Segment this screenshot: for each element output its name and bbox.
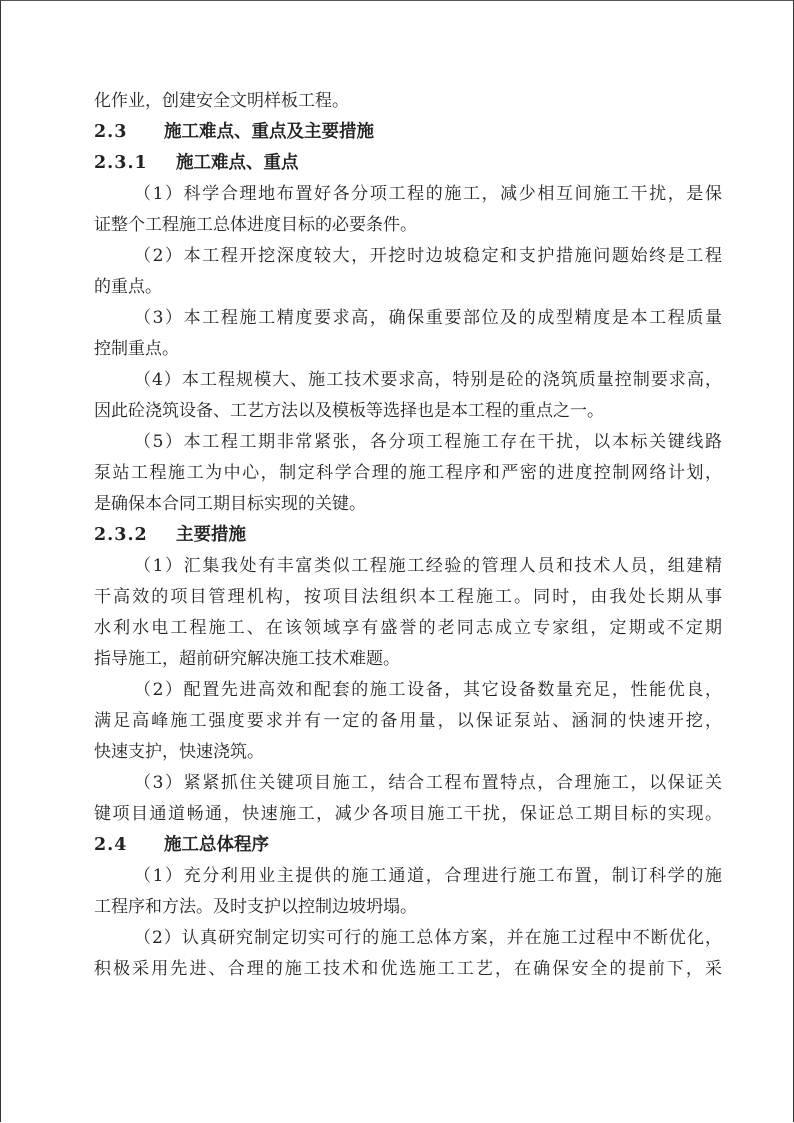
paragraph-line: 键项目通道畅通，快速施工，减少各项目施工干扰，保证总工期目标的实现。 xyxy=(94,804,722,824)
paragraph-line: 干高效的项目管理机构，按项目法组织本工程施工。同时，由我处长期从事 xyxy=(94,587,722,607)
paragraph-line: 水利水电工程施工、在该领域享有盛誉的老同志成立专家组，定期或不定期 xyxy=(94,618,722,638)
paragraph-line: 证整个工程施工总体进度目标的必要条件。 xyxy=(94,215,417,235)
paragraph-line: （2）配置先进高效和配套的施工设备，其它设备数量充足，性能优良， xyxy=(134,680,722,700)
document-body xyxy=(94,86,722,985)
section-heading xyxy=(94,520,722,551)
paragraph-line: 是确保本合同工期目标实现的关键。 xyxy=(94,494,366,514)
section-heading xyxy=(94,148,722,179)
paragraph-line: （1）科学合理地布置好各分项工程的施工，减少相互间施工干扰，是保 xyxy=(134,184,722,204)
section-heading xyxy=(94,830,722,861)
paragraph-line: 指导施工，超前研究解决施工技术难题。 xyxy=(94,649,400,669)
paragraph-line: 满足高峰施工强度要求并有一定的备用量，以保证泵站、涵洞的快速开挖， xyxy=(94,711,722,731)
paragraph-line: （2）本工程开挖深度较大，开挖时边坡稳定和支护措施问题始终是工程 xyxy=(134,246,722,266)
paragraph-line: 因此砼浇筑设备、工艺方法以及模板等选择也是本工程的重点之一。 xyxy=(94,401,604,421)
section-number: 2.3.2 xyxy=(94,525,148,545)
paragraph-line: 积极采用先进、合理的施工技术和优选施工工艺，在确保安全的提前下，采 xyxy=(94,959,722,979)
paragraph-line: 的重点。 xyxy=(94,277,162,297)
paragraph-line: （1）汇集我处有丰富类似工程施工经验的管理人员和技术人员，组建精 xyxy=(134,556,722,576)
section-title: 主要措施 xyxy=(176,525,246,545)
paragraph-line: 泵站工程施工为中心，制定科学合理的施工程序和严密的进度控制网络计划， xyxy=(94,463,722,483)
paragraph-line: 化作业，创建安全文明样板工程。 xyxy=(94,91,349,111)
section-title: 施工难点、重点及主要措施 xyxy=(164,122,374,142)
paragraph-line: （3）本工程施工精度要求高，确保重要部位及的成型精度是本工程质量 xyxy=(134,308,722,328)
paragraph-line: （3）紧紧抓住关键项目施工，结合工程布置特点，合理施工，以保证关 xyxy=(134,773,722,793)
section-number: 2.4 xyxy=(94,835,128,855)
paragraph-line: 快速支护，快速浇筑。 xyxy=(94,742,264,762)
section-number: 2.3.1 xyxy=(94,153,148,173)
paragraph-line: （1）充分利用业主提供的施工通道，合理进行施工布置，制订科学的施 xyxy=(134,866,722,886)
paragraph-line: （2）认真研究制定切实可行的施工总体方案，并在施工过程中不断优化， xyxy=(134,928,722,948)
paragraph-line: 控制重点。 xyxy=(94,339,179,359)
section-number: 2.3 xyxy=(94,122,128,142)
paragraph-line: （5）本工程工期非常紧张，各分项工程施工存在干扰，以本标关键线路 xyxy=(134,432,722,452)
section-heading xyxy=(94,117,722,148)
section-title: 施工难点、重点 xyxy=(176,153,299,173)
paragraph-line: 工程序和方法。及时支护以控制边坡坍塌。 xyxy=(94,897,417,917)
section-title: 施工总体程序 xyxy=(164,835,269,855)
paragraph-line: （4）本工程规模大、施工技术要求高，特别是砼的浇筑质量控制要求高， xyxy=(134,370,722,390)
